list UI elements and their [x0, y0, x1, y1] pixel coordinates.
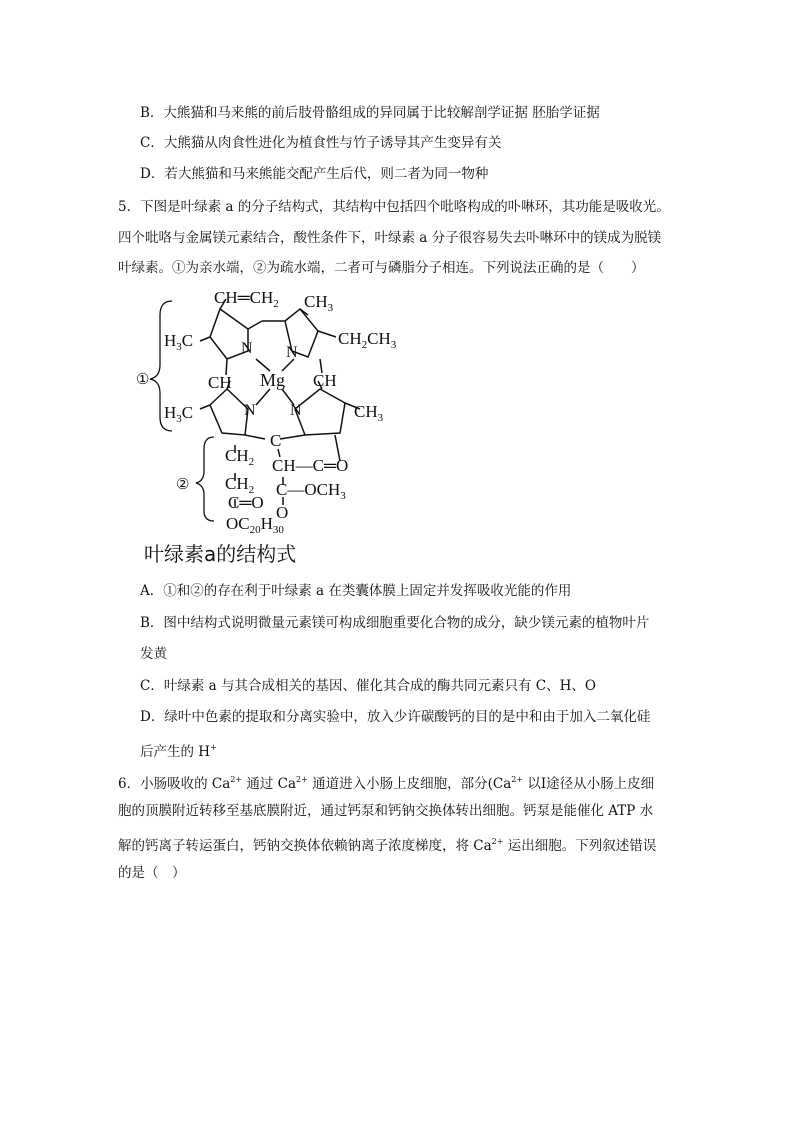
figure-caption: 叶绿素a的结构式 — [144, 542, 297, 566]
question-6-line3: 解的钙离子转运蛋白，钙钠交换体依赖钠离子浓度梯度，将 $Ca^{2+}$ 运出细胞。下列叙述错误 — [118, 837, 657, 854]
nitrogen-1: N — [241, 340, 253, 357]
ring-bonds — [200, 299, 360, 507]
ester-carbonyl-group: C═O — [228, 493, 264, 512]
question-6-line1: 6．小肠吸收的 $Ca^{2+}$ 通过 $Ca^{2+}$ 通道进入小肠上皮细胞，部分($Ca^{2+}$ 以Ⅰ途径从小肠上皮细 — [118, 775, 655, 792]
question-5-stem-line2: 四个吡咯与金属镁元素结合，酸性条件下，叶绿素 a 分子很容易失去卟啉环中的镁成为脱镁 — [118, 230, 662, 246]
right-methyl-group: $CH_3$ — [354, 402, 384, 424]
label-1: ① — [136, 372, 150, 388]
option-4d: D．若大熊猫和马来熊能交配产生后代，则二者为同一物种 — [140, 166, 489, 182]
phytol-chain: $OC_{20}H_{30}$ — [226, 514, 284, 536]
question-5-stem-line3: 叶绿素。①为亲水端，②为疏水端，二者可与磷脂分子相连。下列说法正确的是（ ） — [118, 260, 645, 276]
option-5c: C．叶绿素 a 与其合成相关的基因、催化其合成的酶共同元素只有 C、H、O — [140, 678, 596, 694]
bridge-ch-left: CH — [208, 373, 232, 392]
top-vinyl-group: $CH═CH_2$ — [214, 288, 279, 310]
option-5a: A．①和②的存在利于叶绿素 a 在类囊体膜上固定并发挥吸收光能的作用 — [140, 583, 572, 599]
nitrogen-4: N — [290, 402, 302, 419]
left-methyl-group-2: $H_3C$ — [164, 403, 194, 425]
magnesium-center: Mg — [260, 370, 286, 390]
option-5b-line2: 发黄 — [140, 646, 167, 662]
ch2-group-1: $CH_2$ — [225, 446, 255, 468]
brace-2 — [196, 437, 214, 521]
bridge-carbon: C — [270, 431, 282, 450]
option-5d-line2: 后产生的 H+ — [140, 743, 217, 760]
option-5b-line1: B．图中结构式说明微量元素镁可构成细胞重要化合物的成分，缺少镁元素的植物叶片 — [140, 615, 650, 631]
ester-methoxy-group: $C—OCH_3$ — [276, 480, 346, 502]
top-methyl-group: $CH_3$ — [304, 292, 334, 314]
left-methyl-group-1: $H_3C$ — [164, 331, 194, 353]
keto-group: CH—C═O — [272, 456, 349, 475]
question-6-line2: 胞的顶膜附近转移至基底膜附近，通过钙泵和钙钠交换体转出细胞。钙泵是能催化 ATP 水 — [118, 803, 654, 819]
option-4c: C．大熊猫从肉食性进化为植食性与竹子诱导其产生变异有关 — [140, 135, 502, 151]
option-4b: B．大熊猫和马来熊的前后肢骨骼组成的异同属于比较解剖学证据 胚胎学证据 — [140, 105, 600, 121]
label-2: ② — [176, 477, 190, 493]
ester-oxygen: O — [276, 503, 289, 522]
question-5-stem-line1: 5．下图是叶绿素 a 的分子结构式，其结构中包括四个吡咯构成的卟啉环，其功能是吸收光。 — [118, 199, 670, 215]
ch2-group-2: $CH_2$ — [225, 474, 255, 496]
chlorophyll-structure-figure — [130, 285, 410, 540]
bridge-ch-right: CH — [313, 371, 337, 390]
nitrogen-2: N — [286, 344, 298, 361]
nitrogen-3: N — [244, 402, 256, 419]
ethyl-group: $CH_2CH_3$ — [338, 329, 397, 351]
option-5d-line1: D．绿叶中色素的提取和分离实验中，放入少许碳酸钙的目的是中和由于加入二氧化硅 — [140, 709, 651, 725]
question-6-line4: 的是（ ） — [118, 865, 186, 881]
